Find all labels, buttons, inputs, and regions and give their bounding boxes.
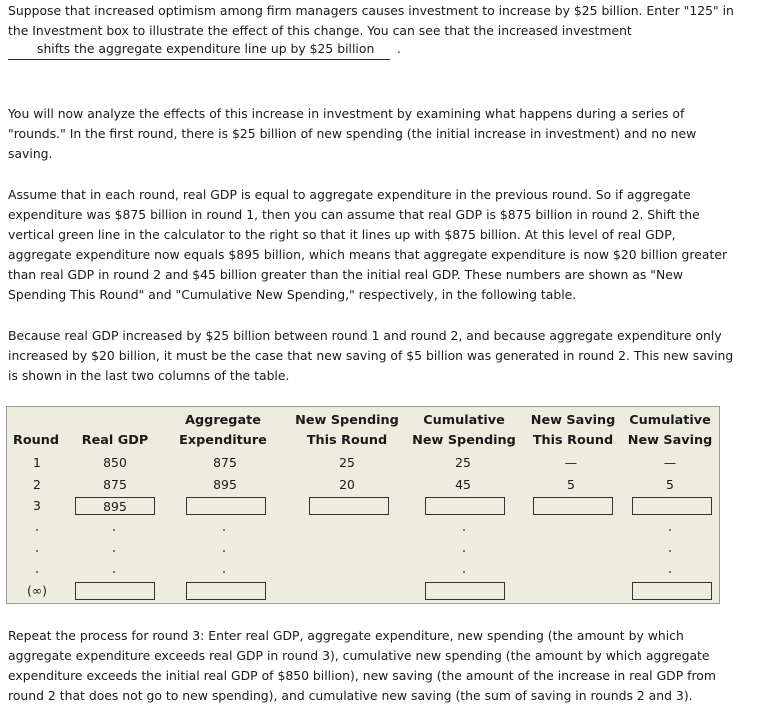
round3-new-spending-input[interactable] <box>309 497 389 515</box>
header-cum-saving-line2: New Saving <box>627 433 713 448</box>
round-cell: 2 <box>33 477 41 492</box>
header-new-spending-line1: New Spending <box>295 413 399 428</box>
round3-cum-spending-input[interactable] <box>425 497 505 515</box>
dot <box>669 550 671 552</box>
dot <box>463 550 465 552</box>
investment-effect-selected-value: shifts the aggregate expenditure line up by $25 billion <box>37 41 375 56</box>
dot <box>223 529 225 531</box>
round-cell: 1 <box>33 455 41 470</box>
dot <box>113 529 115 531</box>
header-new-saving-line2: This Round <box>532 433 614 448</box>
dot <box>36 550 38 552</box>
header-real-gdp-line1 <box>75 411 155 431</box>
header-agg-exp-line1: Aggregate <box>185 413 261 428</box>
cum-spending-cell: 25 <box>455 455 471 470</box>
dot <box>463 571 465 573</box>
dot <box>223 571 225 573</box>
cum-saving-cell: 5 <box>666 477 674 492</box>
real-gdp-cell: 875 <box>103 477 127 492</box>
cum-spending-cell: 45 <box>455 477 471 492</box>
dot <box>113 550 115 552</box>
header-new-spending-line2: This Round <box>306 433 388 448</box>
round-cell: 3 <box>33 498 41 513</box>
header-aggregate-expenditure <box>171 411 275 451</box>
cum-saving-cell: — <box>663 455 677 470</box>
dot <box>669 529 671 531</box>
header-cumulative-new-spending <box>411 411 517 451</box>
header-cum-spending-line2: New Spending <box>412 433 516 448</box>
new-spending-cell: 25 <box>339 455 355 470</box>
assumption-paragraph: Assume that in each round, real GDP is equal to aggregate expenditure in the previous round. So if aggregate expenditure was $875 billion in round 1, then you can assume that real GDP is $875 billion in round 2. Shift the vertical green line in the calculator to the right so that it lines up with $875 billion. At this level of real GDP, aggregate expenditure now equals $895 billion, which means that aggregate expenditure is now $20 billion greater than real GDP in round 2 and $45 billion greater than the initial real GDP. These numbers are shown as "New Spending This Round" and "Cumulative New Spending," respectively, in the following table. <box>8 187 728 302</box>
new-saving-cell: — <box>564 455 578 470</box>
dot <box>113 571 115 573</box>
investment-effect-dropdown[interactable] <box>8 40 390 60</box>
infinity-cum-saving-input[interactable] <box>632 582 712 600</box>
header-round-label: Round <box>12 433 60 448</box>
infinity-cum-spending-input[interactable] <box>425 582 505 600</box>
header-new-saving-line1: New Saving <box>530 413 616 428</box>
instructions-paragraph: Repeat the process for round 3: Enter real GDP, aggregate expenditure, new spending (the amount by which aggregate expenditure exceeds real GDP in round 3), cumulative new spending (the amount by which aggregate expenditure exceeds the initial real GDP of $850 billion), new saving (the amount of the increase in real GDP from round 2 that does not go to new spending), and cumulative new saving (the sum of saving in rounds 2 and 3). <box>8 628 716 703</box>
dot <box>463 529 465 531</box>
intro-paragraph: Suppose that increased optimism among firm managers causes investment to increase by $25 billion. Enter "125" in the Investment box to illustrate the effect of this change. You can see that the increased investment <box>8 3 734 38</box>
header-agg-exp-line2: Expenditure <box>179 433 267 448</box>
dot <box>36 529 38 531</box>
agg-exp-cell: 895 <box>213 477 237 492</box>
rounds-intro-paragraph: You will now analyze the effects of this increase in investment by examining what happens during a series of "rounds." In the first round, there is $25 billion of new spending (the initial increase in investment) and no new saving. <box>8 106 697 161</box>
round3-agg-exp-input[interactable] <box>186 497 266 515</box>
header-cum-saving-line1: Cumulative <box>629 413 711 428</box>
round3-cum-saving-input[interactable] <box>632 497 712 515</box>
multiplier-rounds-table <box>6 406 720 604</box>
new-saving-cell: 5 <box>567 477 575 492</box>
dot <box>223 550 225 552</box>
saving-paragraph: Because real GDP increased by $25 billion between round 1 and round 2, and because aggregate expenditure only increased by $20 billion, it must be the case that new saving of $5 billion was generated in round 2. This new saving is shown in the last two columns of the table. <box>8 328 734 383</box>
header-real-gdp-line2: Real GDP <box>81 433 149 448</box>
round3-new-saving-input[interactable] <box>533 497 613 515</box>
new-spending-cell: 20 <box>339 477 355 492</box>
header-cumulative-new-saving <box>623 411 717 451</box>
header-real-gdp <box>75 411 155 451</box>
round3-real-gdp-input[interactable] <box>75 497 155 515</box>
dot <box>36 571 38 573</box>
sentence-period: . <box>397 41 401 56</box>
infinity-real-gdp-input[interactable] <box>75 582 155 600</box>
round-cell-infinity: (∞) <box>27 583 47 598</box>
dot <box>669 571 671 573</box>
real-gdp-cell: 850 <box>103 455 127 470</box>
header-new-saving <box>523 411 623 451</box>
header-round <box>7 431 65 451</box>
header-new-spending <box>291 411 403 451</box>
agg-exp-cell: 875 <box>213 455 237 470</box>
infinity-agg-exp-input[interactable] <box>186 582 266 600</box>
header-cum-spending-line1: Cumulative <box>423 413 505 428</box>
